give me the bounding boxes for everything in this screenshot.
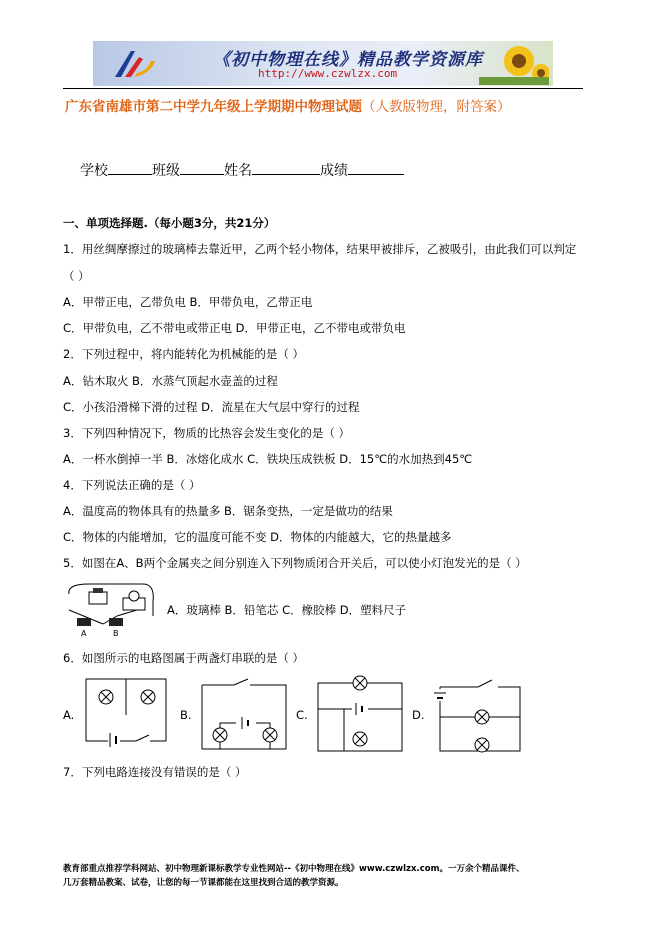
q6-circuit-a [82, 675, 172, 747]
q6-circuit-d [430, 673, 526, 757]
site-logo-icon [111, 47, 159, 81]
q6-option-a-label: A. [63, 708, 75, 722]
class-label: 班级 [152, 163, 180, 179]
question-1-options-ab: A．甲带正电，乙带负电 B．甲带负电，乙带正电 [63, 295, 313, 309]
question-1-options-cd: C．甲带负电，乙不带电或带正电 D．甲带正电，乙不带电或带负电 [63, 321, 406, 335]
q6-option-d-label: D. [412, 708, 425, 722]
question-2-options-cd: C．小孩沿滑梯下滑的过程 D．流星在大气层中穿行的过程 [63, 400, 360, 414]
footer-line-2: 几万套精品教案、试卷，让您的每一节课都能在这里找到合适的教学资源。 [63, 878, 344, 888]
clip-b-label: B [113, 629, 119, 638]
question-4-options-ab: A．温度高的物体具有的热量多 B．锯条变热，一定是做功的结果 [63, 504, 393, 518]
banner-title: 《初中物理在线》精品教学资源库 [213, 50, 483, 70]
header-banner [93, 41, 553, 86]
title-suffix: （人教版物理，附答案） [362, 99, 511, 115]
sunflower-icon [479, 43, 549, 85]
header-divider [63, 88, 583, 89]
q6-circuit-c [314, 673, 406, 755]
score-label: 成绩 [320, 163, 348, 179]
section-heading: 一、单项选择题.（每小题3分，共21分） [63, 216, 276, 230]
q6-option-c-label: C. [296, 708, 308, 722]
question-2-stem: 2．下列过程中，将内能转化为机械能的是（ ） [63, 347, 304, 361]
name-blank[interactable] [252, 160, 320, 175]
footer-line-1: 教育部重点推荐学科网站、初中物理新课标教学专业性网站--《初中物理在线》www.czwlzx.com。一万余个精品课件、 [63, 864, 525, 874]
school-blank[interactable] [108, 160, 152, 175]
banner-url: http://www.czwlzx.com [258, 67, 398, 80]
question-3-stem: 3．下列四种情况下，物质的比热容会发生变化的是（ ） [63, 426, 350, 440]
page-footer [63, 862, 524, 890]
question-1-stem: 1．用丝绸摩擦过的玻璃棒去靠近甲，乙两个轻小物体，结果甲被排斥，乙被吸引，由此我们可以判定 [63, 242, 577, 256]
score-blank[interactable] [348, 160, 404, 175]
q6-option-b-label: B. [180, 708, 192, 722]
question-6-stem: 6．如图所示的电路图属于两盏灯串联的是（ ） [63, 651, 304, 665]
name-label: 姓名 [224, 163, 252, 179]
clip-a-label: A [81, 629, 87, 638]
question-4-stem: 4．下列说法正确的是（ ） [63, 478, 201, 492]
school-label: 学校 [80, 163, 108, 179]
question-2-options-ab: A．钻木取火 B．水蒸气顶起水壶盖的过程 [63, 374, 278, 388]
question-1-stem-cont: （ ） [63, 269, 90, 283]
q6-circuit-b [198, 675, 292, 753]
question-5-stem: 5．如图在A、B两个金属夹之间分别连入下列物质闭合开关后，可以使小灯泡发光的是（ ） [63, 556, 527, 570]
question-5-figure [63, 580, 159, 638]
document-title [65, 95, 511, 115]
student-info-fields [80, 160, 404, 180]
title-main: 广东省南雄市第二中学九年级上学期期中物理试题 [65, 99, 362, 115]
question-7-stem: 7．下列电路连接没有错误的是（ ） [63, 765, 247, 779]
question-5-options: A．玻璃棒 B．铅笔芯 C．橡胶棒 D．塑料尺子 [167, 603, 407, 617]
question-3-options: A．一杯水倒掉一半 B．冰熔化成水 C．铁块压成铁板 D．15℃的水加热到45℃ [63, 452, 473, 466]
class-blank[interactable] [180, 160, 224, 175]
question-4-options-cd: C．物体的内能增加，它的温度可能不变 D．物体的内能越大，它的热量越多 [63, 530, 452, 544]
